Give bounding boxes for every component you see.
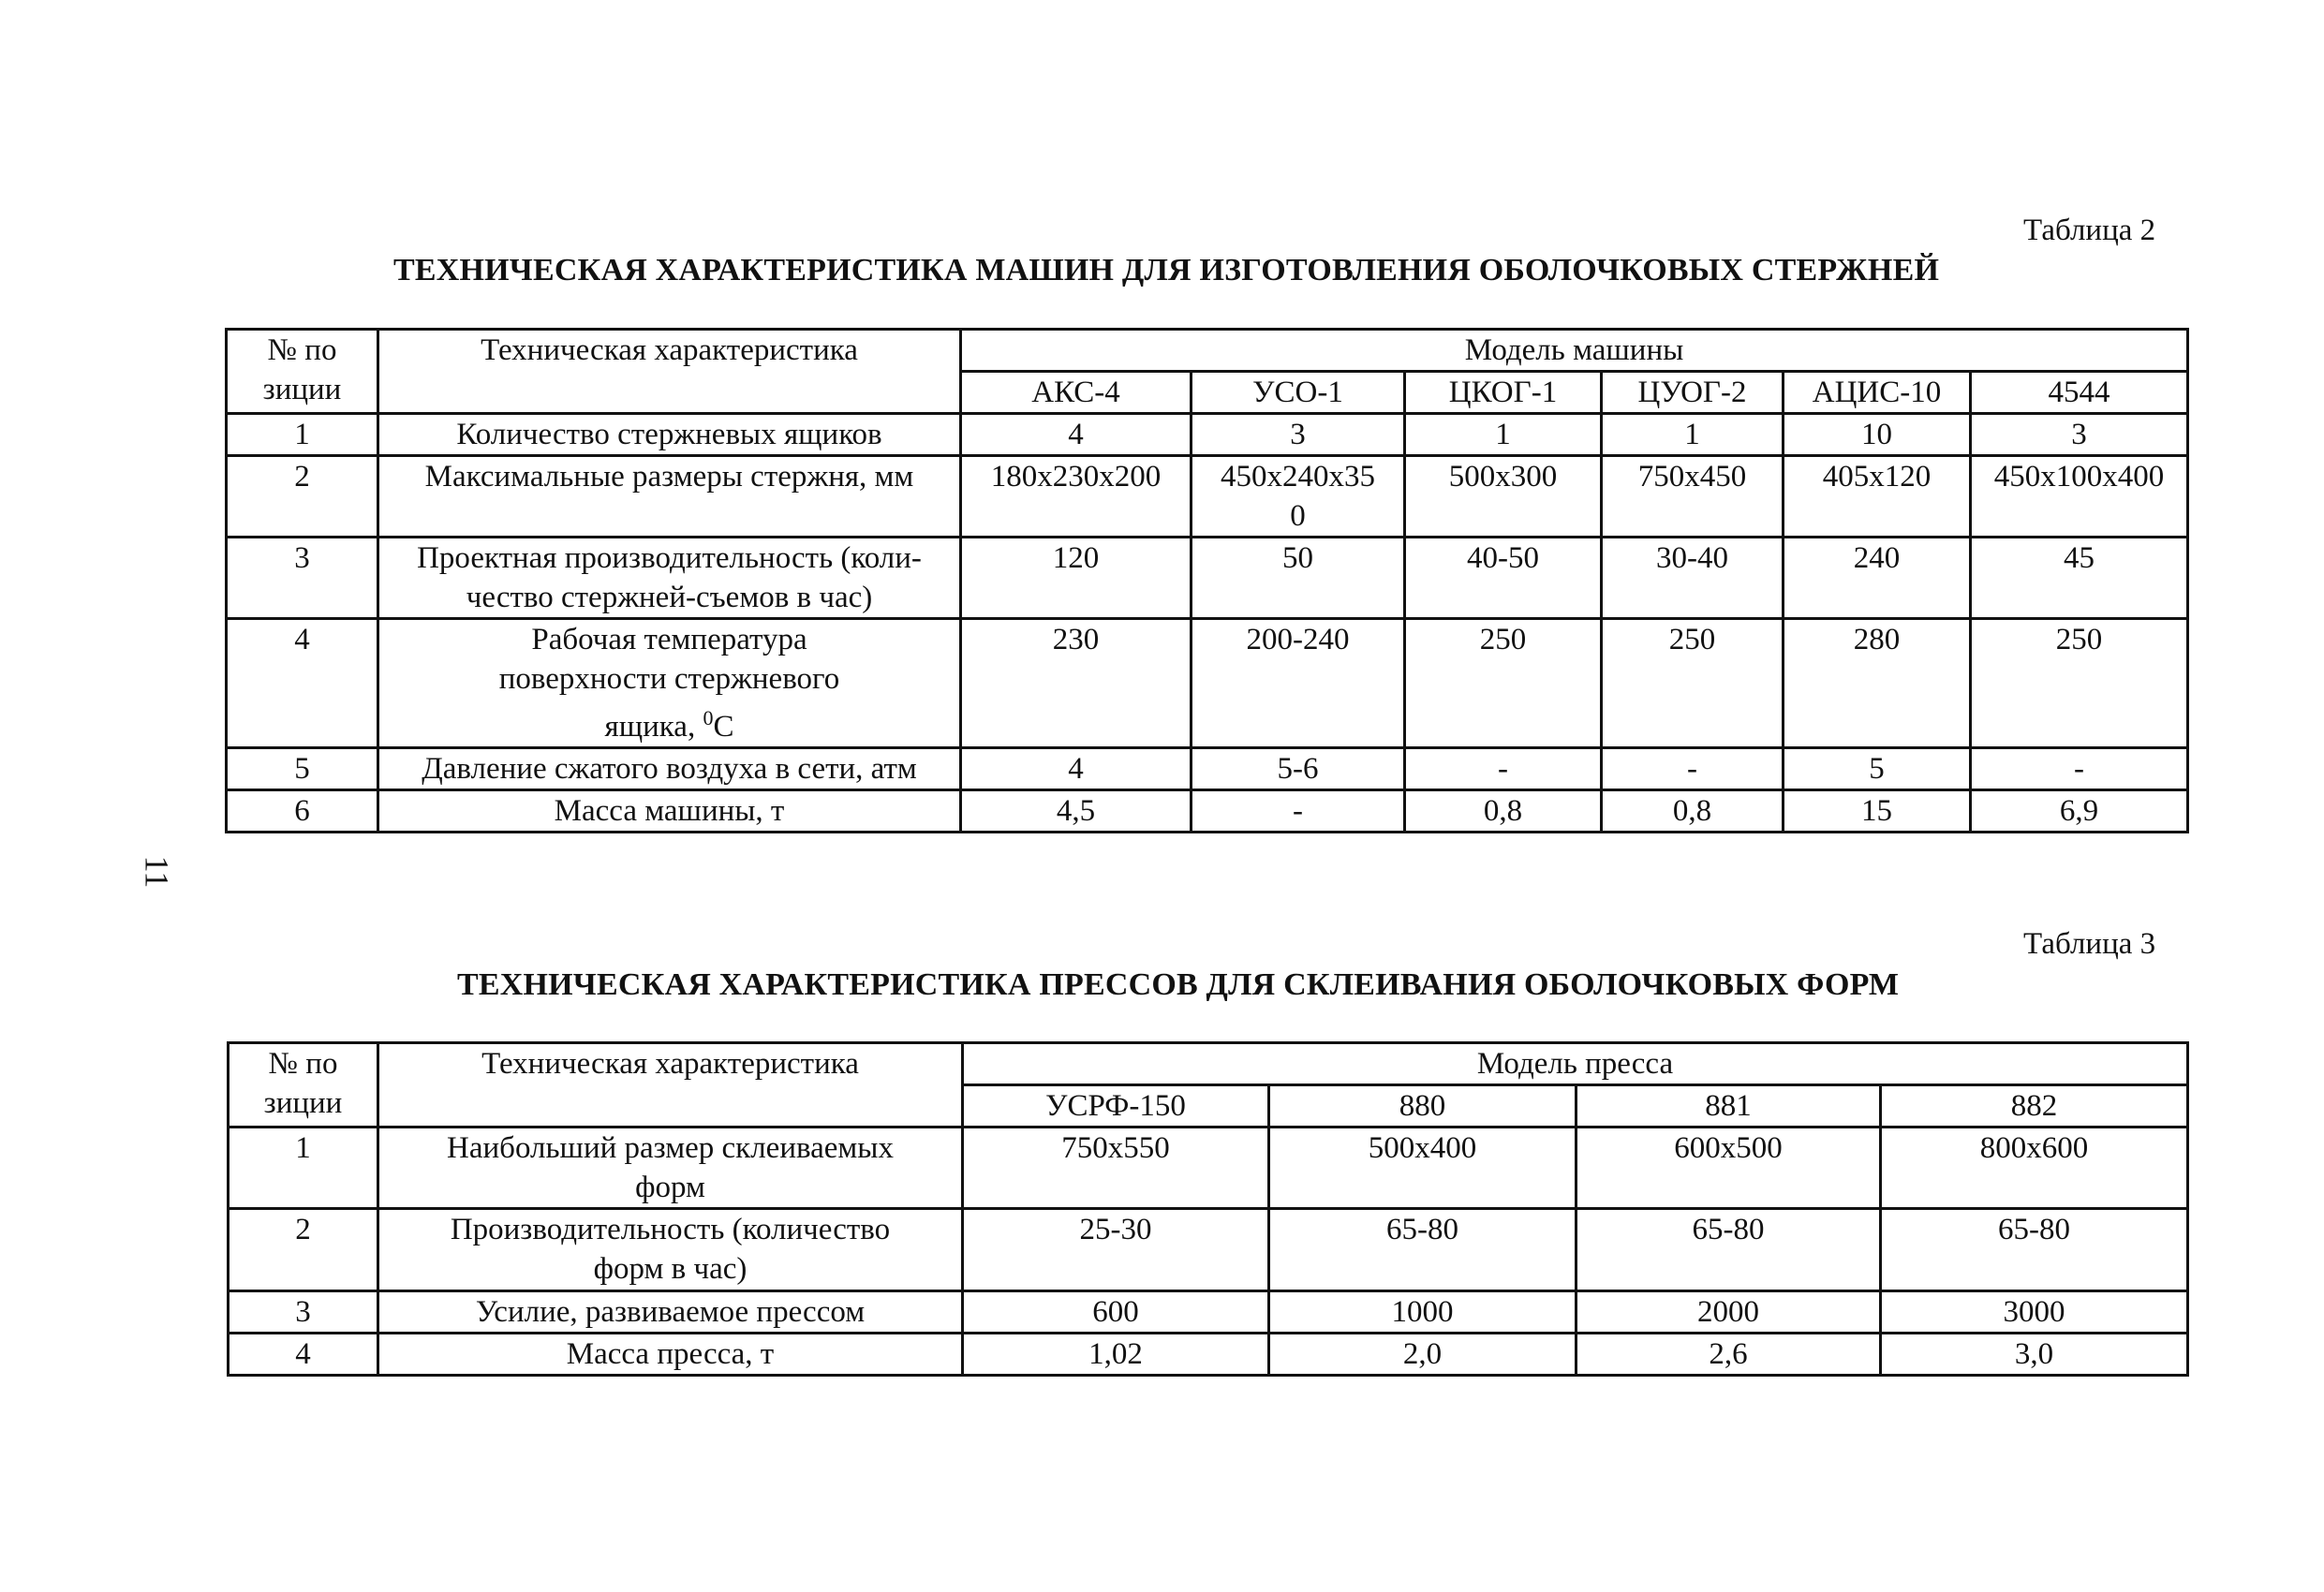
table2-caption: Таблица 2: [2023, 214, 2156, 247]
table2-cell: 5: [1784, 748, 1971, 790]
table2-cell: 1: [1602, 414, 1784, 456]
table2-row-label: [378, 619, 961, 748]
table2-cell: 30-40: [1602, 538, 1784, 619]
table2-row-no: 3: [227, 538, 378, 619]
table2-cell: 230: [961, 619, 1192, 748]
table3-row-no: 3: [229, 1291, 378, 1334]
table3-row-no: 4: [229, 1334, 378, 1376]
table3-cell: 65-80: [1269, 1209, 1576, 1291]
table2-row: [227, 619, 2188, 748]
cell-line: ящика, $^0$С: [604, 706, 734, 744]
table2-cell: 750х450: [1602, 456, 1784, 538]
table3-model-2: 880: [1269, 1085, 1576, 1128]
table2-head-no: [227, 330, 378, 414]
table2-model-5: АЦИС-10: [1784, 372, 1971, 414]
cell-line: Производительность (количество: [450, 1213, 891, 1246]
table2-model-1: АКС-4: [961, 372, 1192, 414]
table3-cell: 3,0: [1881, 1334, 2188, 1376]
table3-row: [229, 1334, 2188, 1376]
table2-row-no: 6: [227, 790, 378, 833]
table2-cell: -: [1602, 748, 1784, 790]
table2-row-label: Количество стержневых ящиков: [378, 414, 961, 456]
table2-cell: 250: [1602, 619, 1784, 748]
table3-title: ТЕХНИЧЕСКАЯ ХАРАКТЕРИСТИКА ПРЕССОВ ДЛЯ СКЛЕИВАНИЯ ОБОЛОЧКОВЫХ ФОРМ: [457, 967, 1900, 1002]
table3-cell: 600х500: [1576, 1128, 1881, 1209]
table3-model-4: 882: [1881, 1085, 2188, 1128]
cell-line: Рабочая температура: [531, 623, 807, 656]
cell-line: чество стержней-съемов в час): [466, 581, 873, 614]
table2-cell: 5-6: [1192, 748, 1405, 790]
table3-row-label: [378, 1209, 963, 1291]
table3: [227, 1041, 2189, 1377]
table2-cell: -: [1192, 790, 1405, 833]
table3-cell: 500х400: [1269, 1128, 1576, 1209]
table2-model-4: ЦУОГ-2: [1602, 372, 1784, 414]
table2-row-no: 2: [227, 456, 378, 538]
table3-model-3: 881: [1576, 1085, 1881, 1128]
table2-cell: 4: [961, 748, 1192, 790]
table3-cell: 3000: [1881, 1291, 2188, 1334]
table2-title: ТЕХНИЧЕСКАЯ ХАРАКТЕРИСТИКА МАШИН ДЛЯ ИЗГОТОВЛЕНИЯ ОБОЛОЧКОВЫХ СТЕРЖНЕЙ: [393, 253, 1940, 287]
table3-cell: 2,0: [1269, 1334, 1576, 1376]
table2-cell: 405х120: [1784, 456, 1971, 538]
cell-line: форм: [635, 1171, 705, 1204]
table3-row-label: Масса пресса, т: [378, 1334, 963, 1376]
table3-model-1: УСРФ-150: [963, 1085, 1269, 1128]
table3-caption: Таблица 3: [2023, 927, 2156, 961]
cell-line: поверхности стержневого: [498, 662, 840, 696]
table2-model-3: ЦКОГ-1: [1405, 372, 1602, 414]
table2-cell: 3: [1971, 414, 2188, 456]
table2-row-no: 5: [227, 748, 378, 790]
table2-cell: 10: [1784, 414, 1971, 456]
cell-line: Проектная производительность (коли-: [417, 541, 922, 575]
table2-model-2: УСО-1: [1192, 372, 1405, 414]
table3-row-no: 1: [229, 1128, 378, 1209]
table2-cell: 6,9: [1971, 790, 2188, 833]
table3-cell: 600: [963, 1291, 1269, 1334]
page-number: 11: [138, 855, 176, 889]
table2-row: [227, 456, 2188, 538]
table2-row-no: 1: [227, 414, 378, 456]
table3-head-no-1: № по: [268, 1047, 338, 1081]
table3-head-no: [229, 1043, 378, 1128]
table2-cell: 500х300: [1405, 456, 1602, 538]
table2-cell: 4: [961, 414, 1192, 456]
table2-cell: 180х230х200: [961, 456, 1192, 538]
table3-row: [229, 1209, 2188, 1291]
table2: [225, 328, 2189, 833]
table2-head-model: Модель машины: [961, 330, 2188, 372]
table3-row-no: 2: [229, 1209, 378, 1291]
table2-head-no-1: № по: [267, 333, 337, 367]
table2-cell: 0,8: [1405, 790, 1602, 833]
table2-head-no-2: зиции: [262, 373, 342, 406]
table3-cell: 1000: [1269, 1291, 1576, 1334]
table2-model-6: 4544: [1971, 372, 2188, 414]
table3-cell: 750х550: [963, 1128, 1269, 1209]
table2-row-label: Давление сжатого воздуха в сети, атм: [378, 748, 961, 790]
table3-row-label: Усилие, развиваемое прессом: [378, 1291, 963, 1334]
table2-cell: 45: [1971, 538, 2188, 619]
cell-line: Наибольший размер склеиваемых: [447, 1131, 894, 1165]
table2-cell: 50: [1192, 538, 1405, 619]
table2-cell: 280: [1784, 619, 1971, 748]
table2-row: [227, 790, 2188, 833]
degree-superscript: 0: [703, 706, 714, 730]
table2-row-no: 4: [227, 619, 378, 748]
table2-head-characteristic: Техническая характеристика: [378, 330, 961, 414]
table3-cell: 2000: [1576, 1291, 1881, 1334]
table2-cell: 3: [1192, 414, 1405, 456]
table3-row: [229, 1128, 2188, 1209]
table3-cell: 1,02: [963, 1334, 1269, 1376]
table3-head-no-2: зиции: [263, 1086, 343, 1120]
cell-line: 0: [1290, 499, 1306, 533]
table2-row: [227, 538, 2188, 619]
table2-cell: 15: [1784, 790, 1971, 833]
cell-line: 450х240х35: [1221, 460, 1375, 494]
table2-cell: 120: [961, 538, 1192, 619]
table2-cell: 250: [1405, 619, 1602, 748]
table2-cell: 1: [1405, 414, 1602, 456]
table2-row-label: [378, 538, 961, 619]
table2-cell: 4,5: [961, 790, 1192, 833]
table3-cell: 65-80: [1881, 1209, 2188, 1291]
cell-line: форм в час): [593, 1252, 748, 1286]
table3-row: [229, 1291, 2188, 1334]
table3-row-label: [378, 1128, 963, 1209]
table2-cell: 450х100х400: [1971, 456, 2188, 538]
table3-cell: 2,6: [1576, 1334, 1881, 1376]
table2-cell: 240: [1784, 538, 1971, 619]
table2-cell: 250: [1971, 619, 2188, 748]
table3-head-characteristic: Техническая характеристика: [378, 1043, 963, 1128]
table2-cell: [1192, 456, 1405, 538]
table2-cell: 0,8: [1602, 790, 1784, 833]
table2-cell: 200-240: [1192, 619, 1405, 748]
table3-head-model: Модель пресса: [963, 1043, 2188, 1085]
table2-cell: 40-50: [1405, 538, 1602, 619]
table2-row: [227, 748, 2188, 790]
table3-cell: 800х600: [1881, 1128, 2188, 1209]
table3-cell: 25-30: [963, 1209, 1269, 1291]
table2-cell: -: [1971, 748, 2188, 790]
table2-cell: -: [1405, 748, 1602, 790]
table3-cell: 65-80: [1576, 1209, 1881, 1291]
table2-row: [227, 414, 2188, 456]
table2-row-label: Максимальные размеры стержня, мм: [378, 456, 961, 538]
table2-row-label: Масса машины, т: [378, 790, 961, 833]
